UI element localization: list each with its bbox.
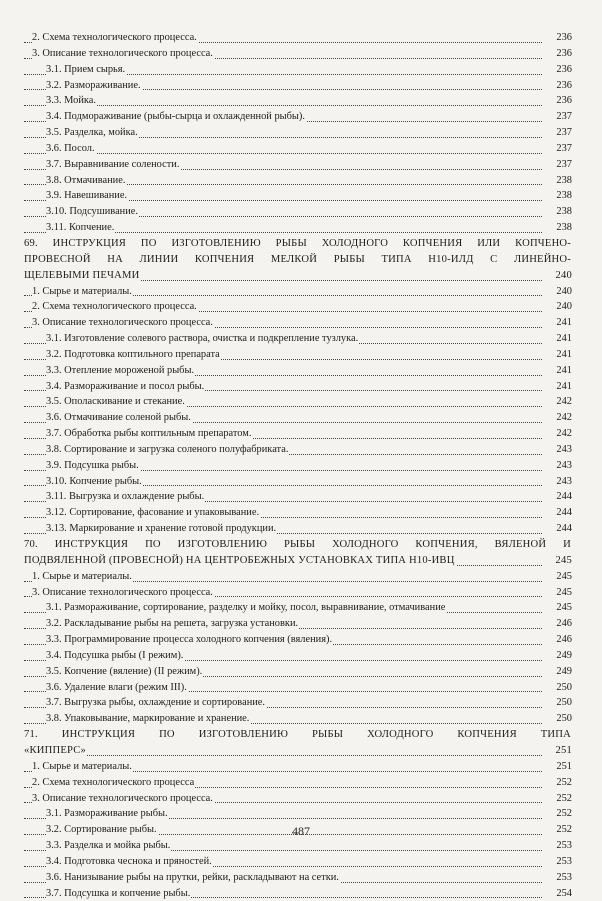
toc-entry-title: 3.5. Копчение (вяление) (II режим). [46,665,203,677]
toc-entry [24,505,572,521]
toc-entry [24,157,572,173]
toc-entry-title: 71. ИНСТРУКЦИЯ ПО ИЗГОТОВЛЕНИЮ РЫБЫ ХОЛОДНОГО КОПЧЕНИЯ ТИПА [24,729,571,741]
toc-entry-page: 236 [544,78,572,94]
toc-entry-page: 236 [544,62,572,78]
toc-entry [24,379,572,395]
toc-entry-title: 3.4. Размораживание и посол рыбы. [46,380,205,392]
toc-entry-title: 2. Схема технологического процесса [32,776,195,788]
toc-entry-title: 3.4. Подсушка рыбы (I режим). [46,649,184,661]
toc-entry [24,315,572,331]
toc-entry-page: 245 [544,600,572,616]
toc-entry-title: 3.7. Обработка рыбы коптильным препаратом. [46,428,252,440]
dot-leader [24,104,542,106]
toc-entry [24,886,572,901]
toc-entry-page: 238 [544,188,572,204]
toc-entry-title: 3.10. Подсушивание. [46,206,139,218]
toc-entry-title: 3.6. Отмачивание соленой рыбы. [46,412,191,424]
table-of-contents [24,30,572,901]
toc-entry [24,759,572,775]
toc-entry-title: 3.3. Мойка. [46,95,97,107]
toc-entry-title: 3.1. Прием сырья. [46,63,126,75]
toc-entry [24,204,572,220]
toc-entry [24,125,572,141]
toc-entry [24,870,572,886]
toc-entry-page: 252 [544,806,572,822]
toc-entry [24,188,572,204]
toc-entry [24,695,572,711]
toc-entry-title: 1. Сырье и материалы. [32,760,132,772]
toc-entry [24,410,572,426]
toc-entry-page: 241 [544,347,572,363]
toc-entry-page: 241 [544,363,572,379]
toc-entry [24,394,572,410]
toc-entry-page: 238 [544,204,572,220]
toc-entry-page: 237 [544,141,572,157]
toc-entry-page: 236 [544,46,572,62]
toc-entry-page: 244 [544,521,572,537]
dot-leader [24,152,542,154]
toc-entry [24,426,572,442]
toc-entry-page: 240 [544,268,572,284]
toc-entry-page: 244 [544,505,572,521]
toc-entry [24,585,572,601]
toc-entry-page: 252 [544,791,572,807]
toc-entry-title: 3.2. Подготовка коптильного препарата [46,348,220,360]
toc-entry [24,791,572,807]
toc-entry [24,616,572,632]
toc-entry-page: 236 [544,30,572,46]
toc-entry-page: 241 [544,379,572,395]
toc-entry-title: 3. Описание технологического процесса. [32,47,213,59]
toc-entry-page: 249 [544,664,572,680]
toc-entry-title: 3.8. Упаковывание, маркирование и хранение. [46,713,250,725]
toc-entry-title: 3.10. Копчение рыбы. [46,475,142,487]
toc-entry-title: 3.6. Нанизывание рыбы на прутки, рейки, раскладывают на сетки. [46,871,339,883]
toc-entry-page: 251 [544,743,572,759]
toc-entry [24,363,572,379]
toc-entry [24,220,572,236]
toc-entry-page: 243 [544,458,572,474]
toc-entry [24,442,572,458]
toc-entry-page: 252 [544,775,572,791]
toc-entry [24,474,572,490]
toc-entry-page: 250 [544,711,572,727]
toc-entry [24,109,572,125]
toc-entry-page: 242 [544,426,572,442]
toc-entry-title: 3.4. Подготовка чеснока и пряностей. [46,855,212,867]
toc-entry [24,521,572,537]
toc-entry [24,78,572,94]
toc-entry [24,93,572,109]
toc-entry-page: 246 [544,616,572,632]
toc-entry-title: 3. Описание технологического процесса. [32,317,213,329]
toc-entry-page: 244 [544,489,572,505]
toc-entry-page: 242 [544,394,572,410]
toc-entry-page: 237 [544,109,572,125]
toc-entry-page: 237 [544,157,572,173]
toc-entry [24,30,572,46]
toc-entry [24,458,572,474]
toc-entry-page: 238 [544,220,572,236]
page-number: 487 [292,824,310,838]
toc-section-heading [24,252,572,268]
toc-entry-title: 2. Схема технологического процесса. [32,32,197,43]
toc-entry-page: 245 [544,553,572,569]
toc-entry-page: 251 [544,759,572,775]
toc-section-heading [24,236,572,252]
toc-entry [24,489,572,505]
toc-entry [24,569,572,585]
toc-entry-title: 3.3. Программирование процесса холодного копчения (вяления). [46,634,333,646]
toc-entry-page: 246 [544,632,572,648]
toc-entry [24,664,572,680]
toc-entry-page: 238 [544,173,572,189]
toc-entry-title: 3.2. Размораживание. [46,79,141,91]
toc-entry-title: 3.7. Выгрузка рыбы, охлаждение и сортирование. [46,697,266,709]
toc-entry-title: 3.8. Сортирование и загрузка соленого полуфабриката. [46,443,289,455]
toc-entry-title: 3.13. Маркирование и хранение готовой продукции. [46,523,277,535]
toc-entry [24,838,572,854]
toc-entry-title: 3.5. Ополаскивание и стекание. [46,396,185,408]
toc-entry-title: «КИППЕРС» [24,744,86,756]
toc-entry-page: 240 [544,284,572,300]
toc-entry-page: 242 [544,410,572,426]
toc-entry-page: 252 [544,822,572,838]
toc-entry-title: 3.7. Выравнивание солености. [46,158,180,170]
toc-entry [24,62,572,78]
toc-entry-page: 243 [544,474,572,490]
toc-entry-page: 253 [544,870,572,886]
toc-entry [24,46,572,62]
toc-entry-title: 3.6. Удаление влаги (режим III). [46,681,187,693]
toc-entry-title: 3. Описание технологического процесса. [32,586,213,598]
toc-entry-title: 3.1. Размораживание рыбы. [46,808,168,820]
toc-entry-page: 241 [544,315,572,331]
toc-entry-page: 245 [544,585,572,601]
toc-entry-title: ПОДВЯЛЕННОЙ (ПРОВЕСНОЙ) НА ЦЕНТРОБЕЖНЫХ УСТАНОВКАХ ТИПА Н10-ИВЦ [24,554,455,566]
toc-entry-title: ПРОВЕСНОЙ НА ЛИНИИ КОПЧЕНИЯ МЕЛКОЙ РЫБЫ ТИПА Н10-ИЛД С ЛИНЕЙНО- [24,253,571,265]
toc-entry-title: 3.1. Размораживание, сортирование, разделку и мойку, посол, выравнивание, отмачивание [46,602,446,614]
toc-section-heading [24,268,572,284]
toc-entry-title: 3.9. Подсушка рыбы. [46,459,139,471]
toc-entry [24,632,572,648]
toc-entry-page: 241 [544,331,572,347]
toc-section-heading [24,537,572,553]
toc-entry [24,284,572,300]
toc-entry-title: 3.6. Посол. [46,142,95,154]
toc-entry-title: 3.12. Сортирование, фасование и упаковывание. [46,507,260,519]
toc-entry [24,680,572,696]
toc-entry-page: 253 [544,838,572,854]
toc-entry-title: 3.1. Изготовление солевого раствора, очистка и подкрепление тузлука. [46,333,359,345]
toc-entry-page: 253 [544,854,572,870]
toc-entry-page: 236 [544,93,572,109]
toc-entry-title: 3.2. Раскладывание рыбы на решета, загрузка установки. [46,618,299,630]
toc-entry [24,711,572,727]
toc-entry-title: 3.4. Подмораживание (рыбы-сырца и охлажденной рыбы). [46,111,305,123]
toc-entry-page: 250 [544,680,572,696]
toc-entry-page: 249 [544,648,572,664]
toc-entry [24,141,572,157]
toc-entry-title: 3.3. Отепление мороженой рыбы. [46,364,195,376]
toc-entry-page: 243 [544,442,572,458]
toc-entry-title: 3.2. Сортирование рыбы. [46,824,157,836]
toc-entry-title: 3.3. Разделка и мойка рыбы. [46,840,171,852]
toc-entry-title: 3.9. Навешивание. [46,190,128,202]
toc-entry [24,854,572,870]
toc-entry-page: 245 [544,569,572,585]
toc-entry [24,173,572,189]
toc-section-heading [24,743,572,759]
toc-entry-title: 3.7. Подсушка и копчение рыбы. [46,887,191,899]
toc-entry-page: 254 [544,886,572,901]
toc-entry [24,331,572,347]
toc-entry [24,600,572,616]
toc-entry-title: 3.11. Копчение. [46,222,115,234]
toc-entry-title: 2. Схема технологического процесса. [32,301,197,313]
toc-entry-page: 237 [544,125,572,141]
toc-entry-title: 3.8. Отмачивание. [46,174,126,186]
toc-entry-page: 250 [544,695,572,711]
toc-entry-title: 69. ИНСТРУКЦИЯ ПО ИЗГОТОВЛЕНИЮ РЫБЫ ХОЛОДНОГО КОПЧЕНИЯ ИЛИ КОПЧЕНО- [24,237,571,249]
toc-entry-title: ЩЕЛЕВЫМИ ПЕЧАМИ [24,269,140,281]
toc-entry [24,347,572,363]
toc-section-heading [24,553,572,569]
toc-entry-title: 70. ИНСТРУКЦИЯ ПО ИЗГОТОВЛЕНИЮ РЫБЫ ХОЛОДНОГО КОПЧЕНИЯ, ВЯЛЕНОЙ И [24,539,571,550]
toc-section-heading [24,727,572,743]
toc-entry-page: 240 [544,299,572,315]
toc-entry [24,806,572,822]
toc-entry-title: 3. Описание технологического процесса. [32,792,213,804]
toc-entry-title: 1. Сырье и материалы. [32,285,132,297]
toc-entry [24,648,572,664]
dot-leader [24,754,542,756]
toc-entry [24,775,572,791]
toc-entry-title: 1. Сырье и материалы. [32,570,132,582]
toc-entry [24,299,572,315]
toc-entry-title: 3.11. Выгрузка и охлаждение рыбы. [46,491,205,503]
toc-entry-title: 3.5. Разделка, мойка. [46,127,138,139]
